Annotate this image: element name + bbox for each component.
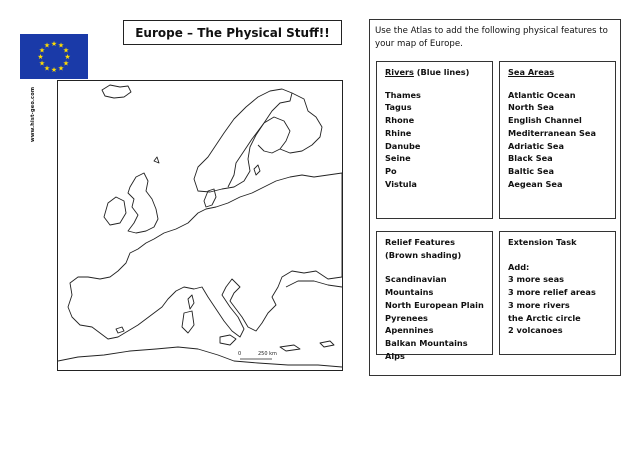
flag-star-icon: ★ bbox=[57, 41, 65, 50]
list-item: the Arctic circle bbox=[508, 312, 581, 323]
list-item: English Channel bbox=[508, 115, 582, 126]
iceland-outline bbox=[102, 85, 131, 98]
list-item: Vistula bbox=[385, 178, 417, 189]
sardinia-outline bbox=[182, 311, 194, 333]
seas-heading: Sea Areas bbox=[508, 67, 555, 77]
cyprus-outline bbox=[320, 341, 334, 347]
list-item: Rhone bbox=[385, 115, 415, 126]
rivers-heading-suffix: (Blue lines) bbox=[416, 67, 470, 77]
flag-star-icon: ★ bbox=[37, 53, 44, 61]
seas-box bbox=[499, 61, 616, 219]
flag-star-icon: ★ bbox=[38, 59, 46, 68]
list-item: Danube bbox=[385, 140, 421, 151]
extension-heading: Extension Task bbox=[508, 237, 577, 247]
corsica-outline bbox=[188, 295, 194, 309]
shetland-outline bbox=[154, 157, 159, 163]
ireland-outline bbox=[104, 197, 126, 225]
rivers-heading: Rivers bbox=[385, 67, 414, 77]
list-item: Tagus bbox=[385, 102, 412, 113]
list-item: 3 more rivers bbox=[508, 299, 570, 310]
europe-map-outline bbox=[58, 81, 342, 370]
eu-flag bbox=[20, 34, 88, 79]
flag-star-icon: ★ bbox=[50, 40, 58, 48]
list-item: Balkan Mountains bbox=[385, 337, 468, 348]
list-item: Mediterranean Sea bbox=[508, 127, 596, 138]
europe-outline-map bbox=[57, 80, 343, 371]
extension-lead: Add: bbox=[508, 261, 530, 272]
gotland-outline bbox=[254, 165, 260, 175]
list-item: North Sea bbox=[508, 102, 555, 113]
sicily-outline bbox=[220, 335, 236, 345]
list-item: 2 volcanoes bbox=[508, 325, 563, 336]
list-item: Seine bbox=[385, 153, 411, 164]
scale-label: 250 km bbox=[258, 351, 277, 357]
north-africa-coast bbox=[58, 347, 342, 367]
list-item: Pyrenees bbox=[385, 312, 428, 323]
list-item: North European Plain bbox=[385, 299, 484, 310]
list-item: Alps bbox=[385, 350, 405, 361]
flag-star-icon: ★ bbox=[50, 66, 58, 74]
relief-heading: Relief Features (Brown shading) bbox=[385, 237, 462, 260]
list-item: Black Sea bbox=[508, 153, 553, 164]
flag-star-icon: ★ bbox=[62, 46, 70, 55]
flag-star-icon: ★ bbox=[62, 59, 70, 68]
list-item: Aegean Sea bbox=[508, 178, 563, 189]
flag-star-icon: ★ bbox=[64, 53, 71, 61]
list-item: 3 more seas bbox=[508, 274, 564, 285]
list-item: Baltic Sea bbox=[508, 165, 554, 176]
instructions-text: Use the Atlas to add the following physical features to your map of Europe. bbox=[375, 26, 608, 49]
flag-star-icon: ★ bbox=[43, 41, 51, 50]
flag-star-icon: ★ bbox=[43, 64, 51, 73]
list-item: Adriatic Sea bbox=[508, 140, 564, 151]
rivers-box bbox=[376, 61, 493, 219]
balearics-outline bbox=[116, 327, 124, 333]
worksheet-title: Europe – The Physical Stuff!! bbox=[123, 20, 342, 45]
flag-star-icon: ★ bbox=[38, 46, 46, 55]
list-item: Thames bbox=[385, 89, 421, 100]
map-credit: www.hist-geo.com bbox=[30, 86, 36, 142]
list-item: Rhine bbox=[385, 127, 412, 138]
relief-box bbox=[376, 231, 493, 361]
list-item: Po bbox=[385, 165, 397, 176]
list-item: Apennines bbox=[385, 325, 434, 336]
scandinavia-outline bbox=[194, 89, 292, 192]
list-item: Atlantic Ocean bbox=[508, 89, 576, 100]
great-britain-outline bbox=[128, 173, 158, 233]
scale-zero: 0 bbox=[238, 351, 242, 357]
list-item: 3 more relief areas bbox=[508, 287, 596, 298]
black-sea-coast bbox=[286, 281, 342, 287]
finland-outline bbox=[258, 117, 290, 153]
flag-star-icon: ★ bbox=[57, 64, 65, 73]
list-item: Scandinavian Mountains bbox=[385, 274, 447, 298]
extension-box bbox=[499, 231, 616, 355]
crete-outline bbox=[280, 345, 300, 351]
